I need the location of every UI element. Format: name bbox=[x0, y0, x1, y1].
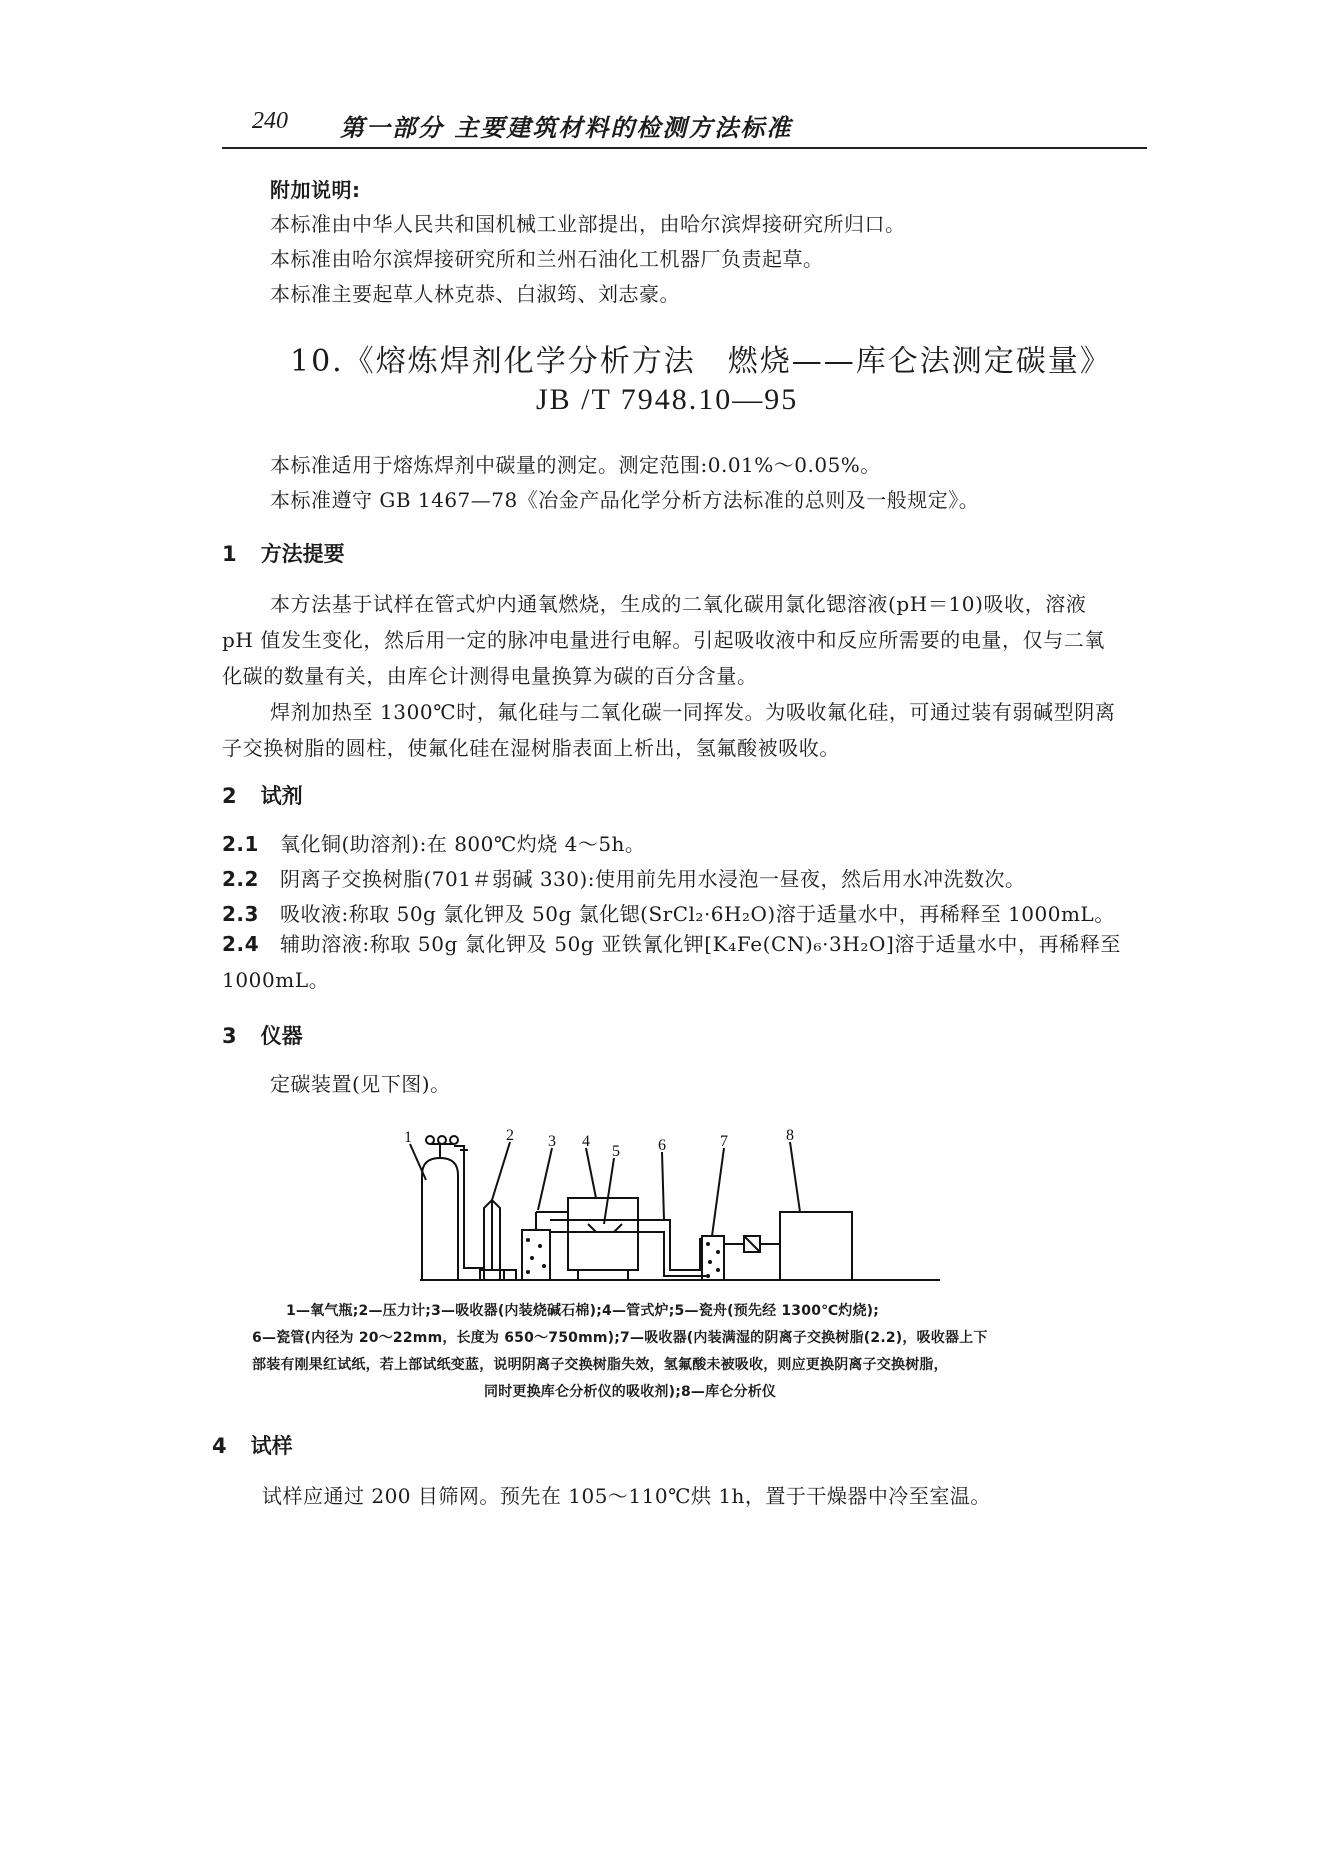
notes-line-1: 本标准由中华人民共和国机械工业部提出，由哈尔滨焊接研究所归口。 bbox=[270, 212, 906, 236]
ceramic-boat bbox=[588, 1224, 622, 1232]
header-rule bbox=[222, 147, 1147, 149]
carbon-determination-apparatus-figure bbox=[400, 1120, 960, 1290]
reagent-item-text: 氧化铜(助溶剂):在 800℃灼烧 4～5h。 bbox=[280, 832, 646, 856]
figure-caption-line-4: 同时更换库仑分析仪的吸收剂);8—库仑分析仪 bbox=[484, 1384, 777, 1400]
ceramic-tube-outlet bbox=[660, 1220, 700, 1270]
section-2-heading bbox=[222, 780, 303, 810]
figure-label-2: 2 bbox=[506, 1127, 514, 1144]
section-3-title: 仪器 bbox=[260, 1024, 303, 1048]
notes-line-3: 本标准主要起草人林克恭、白淑筠、刘志豪。 bbox=[270, 282, 680, 306]
section-1-paragraph-1: 本方法基于试样在管式炉内通氧燃烧，生成的二氧化碳用氯化锶溶液(pH＝10)吸收，溶液 pH 值发生变化，然后用一定的脉冲电量进行电解。引起吸收液中和反应所需要的电量，仅与二氧化碳的数量有关，由库仑计测得电量换算为碳的百分含量。 bbox=[222, 592, 1106, 688]
reagent-item-text: 辅助溶液:称取 50g 氯化钾及 50g 亚铁氰化钾[K₄Fe(CN)₆·3H₂O]溶于适量水中，再稀释至 1000mL。 bbox=[222, 932, 1122, 992]
figure-label-5: 5 bbox=[612, 1143, 620, 1160]
figure-label-1: 1 bbox=[404, 1129, 412, 1146]
coulometric-analyzer bbox=[780, 1212, 852, 1280]
reagent-item-4 bbox=[222, 926, 1124, 998]
reagent-item-text: 吸收液:称取 50g 氯化钾及 50g 氯化锶(SrCl₂·6H₂O)溶于适量水中，再稀释至 1000mL。 bbox=[280, 902, 1115, 926]
standard-code: JB /T 7948.10—95 bbox=[536, 383, 799, 416]
page-number: 240 bbox=[252, 108, 288, 134]
section-3-number: 3 bbox=[222, 1024, 237, 1048]
figure-label-3: 3 bbox=[548, 1133, 556, 1150]
section-4-title: 试样 bbox=[250, 1434, 293, 1458]
absorber-resin bbox=[702, 1236, 724, 1280]
figure-label-7: 7 bbox=[720, 1133, 728, 1150]
intro-line-2: 本标准遵守 GB 1467—78《冶金产品化学分析方法标准的总则及一般规定》。 bbox=[270, 488, 980, 512]
part-title: 第一部分 主要建筑材料的检测方法标准 bbox=[340, 113, 793, 142]
notes-line-2: 本标准由哈尔滨焊接研究所和兰州石油化工机器厂负责起草。 bbox=[270, 247, 824, 271]
section-1-heading bbox=[222, 538, 345, 568]
section-4-heading bbox=[212, 1430, 293, 1460]
oxygen-cylinder bbox=[422, 1158, 458, 1280]
notes-heading: 附加说明: bbox=[270, 178, 361, 202]
figure-label-4: 4 bbox=[582, 1133, 590, 1150]
figure-caption-line-1: 1—氧气瓶;2—压力计;3—吸收器(内装烧碱石棉);4—管式炉;5—瓷舟(预先经 1300℃灼烧); bbox=[286, 1303, 880, 1319]
section-2-title: 试剂 bbox=[260, 784, 303, 808]
section-4-text: 试样应通过 200 目筛网。预先在 105～110℃烘 1h，置于干燥器中冷至室温。 bbox=[262, 1484, 991, 1508]
intro-line-1: 本标准适用于熔炼焊剂中碳量的测定。测定范围:0.01%～0.05%。 bbox=[270, 453, 881, 477]
figure-label-8: 8 bbox=[786, 1127, 794, 1144]
tube-furnace bbox=[568, 1198, 638, 1270]
section-1-number: 1 bbox=[222, 542, 237, 566]
figure-caption-line-2: 6—瓷管(内径为 20～22mm，长度为 650～750mm);7—吸收器(内装满湿的阴离子交换树脂(2.2)，吸收器上下 bbox=[252, 1330, 988, 1346]
reagent-item-number: 2.3 bbox=[222, 902, 259, 926]
section-3-text: 定碳装置(见下图)。 bbox=[270, 1072, 451, 1096]
reagent-item-1 bbox=[222, 828, 645, 857]
reagent-item-3 bbox=[222, 898, 1115, 927]
standard-title: 10.《熔炼焊剂化学分析方法 燃烧——库仑法测定碳量》 bbox=[290, 344, 1112, 379]
figure-label-6: 6 bbox=[658, 1137, 666, 1154]
reagent-item-number: 2.1 bbox=[222, 832, 259, 856]
section-3-heading bbox=[222, 1020, 303, 1050]
section-1-title: 方法提要 bbox=[260, 542, 345, 566]
section-4-number: 4 bbox=[212, 1434, 227, 1458]
figure-caption-line-3: 部装有刚果红试纸，若上部试纸变蓝，说明阴离子交换树脂失效，氢氟酸未被吸收，则应更换阴离子交换树脂， bbox=[252, 1357, 948, 1373]
reagent-item-2 bbox=[222, 863, 1026, 892]
section-1-paragraph-2: 焊剂加热至 1300℃时，氟化硅与二氧化碳一同挥发。为吸收氟化硅，可通过装有弱碱型阴离子交换树脂的圆柱，使氟化硅在湿树脂表面上析出，氢氟酸被吸收。 bbox=[222, 700, 1116, 760]
reagent-item-number: 2.4 bbox=[222, 932, 260, 956]
reagent-item-text: 阴离子交换树脂(701＃弱碱 330):使用前先用水浸泡一昼夜，然后用水冲洗数次。 bbox=[280, 867, 1026, 891]
section-2-number: 2 bbox=[222, 784, 237, 808]
reagent-item-number: 2.2 bbox=[222, 867, 259, 891]
